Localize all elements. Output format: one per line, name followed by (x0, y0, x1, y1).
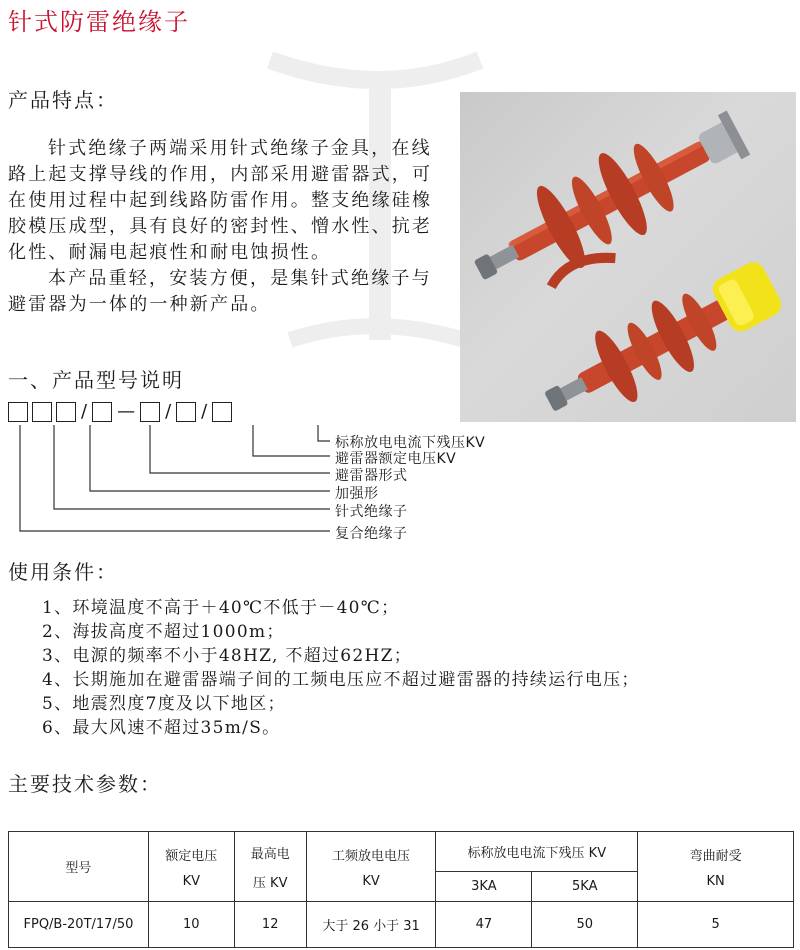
model-heading: 一、产品型号说明 (8, 368, 184, 392)
header-rated-voltage-line1: 额定电压 (165, 848, 218, 864)
cell-residual-3ka: 47 (436, 902, 532, 948)
cell-pf-discharge: 大于 26 小于 31 (306, 902, 436, 948)
features-paragraph-2: 本产品重轻，安装方便，是集针式绝缘子与避雷器为一体的一种新产品。 (8, 268, 432, 315)
header-max-voltage (234, 832, 306, 902)
header-max-voltage-line2: 压 KV (252, 875, 288, 891)
header-rated-voltage (148, 832, 234, 902)
model-label-pin-insulator: 针式绝缘子 (335, 504, 408, 520)
header-max-voltage-line1: 最高电 (250, 846, 290, 862)
params-heading: 主要技术参数： (8, 772, 162, 796)
features-text (8, 136, 448, 318)
cell-model: FPQ/B-20T/17/50 (9, 902, 149, 948)
cell-bending: 5 (638, 902, 794, 948)
model-label-rated-voltage: 避雷器额定电压KV (335, 451, 457, 467)
list-item: 2、海拔高度不超过1000m； (42, 622, 285, 642)
code-separator: — (117, 401, 136, 422)
code-box-5 (140, 402, 160, 422)
header-pf-discharge (306, 832, 436, 902)
code-box-1 (8, 402, 28, 422)
code-box-2 (32, 402, 52, 422)
insulator-illustration (460, 92, 796, 422)
table-header-row (9, 832, 794, 872)
header-pf-discharge-line1: 工频放电电压 (332, 848, 411, 864)
code-box-3 (56, 402, 76, 422)
features-paragraph-1: 针式绝缘子两端采用针式绝缘子金具，在线路上起支撑导线的作用，内部采用避雷器式，可在使用过程中起到线路防雷作用。整支绝缘硅橡胶模压成型，具有良好的密封性、憎水性、抗老化性、耐漏电起痕性和耐电蚀损性。 (8, 138, 433, 263)
top-insulator (460, 92, 760, 311)
cell-max-voltage: 12 (234, 902, 306, 948)
header-residual-3ka: 3KA (436, 872, 532, 902)
spec-table (8, 831, 794, 948)
cell-residual-5ka: 50 (532, 902, 638, 948)
model-code-boxes (8, 398, 236, 422)
product-photo (460, 92, 796, 422)
code-box-7 (212, 402, 232, 422)
page-title: 针式防雷绝缘子 (8, 8, 190, 36)
header-residual: 标称放电电流下残压 KV (436, 832, 638, 872)
list-item: 3、电源的频率不小于48HZ, 不超过62HZ； (42, 646, 413, 666)
list-item: 1、环境温度不高于＋40℃不低于－40℃； (42, 598, 400, 618)
table-row (9, 902, 794, 948)
model-label-composite-insulator: 复合绝缘子 (335, 526, 408, 542)
cell-rated-voltage: 10 (148, 902, 234, 948)
header-bending-line1: 弯曲耐受 (689, 848, 742, 864)
model-label-arrester-form: 避雷器形式 (335, 468, 408, 484)
header-rated-voltage-line2: KV (182, 873, 201, 889)
list-item: 5、地震烈度7度及以下地区； (42, 694, 286, 714)
header-model: 型号 (9, 832, 149, 902)
code-separator: / (201, 401, 208, 422)
list-item: 4、长期施加在避雷器端子间的工频电压应不超过避雷器的持续运行电压； (42, 670, 640, 690)
conditions-list (42, 596, 640, 740)
code-box-4 (92, 402, 112, 422)
header-bending (638, 832, 794, 902)
conditions-heading: 使用条件： (8, 560, 118, 584)
code-separator: / (81, 401, 88, 422)
header-pf-discharge-line2: KV (362, 873, 380, 889)
header-bending-line2: KN (706, 873, 725, 889)
header-residual-5ka: 5KA (532, 872, 638, 902)
code-separator: / (165, 401, 172, 422)
features-heading: 产品特点： (8, 88, 118, 112)
model-label-residual-voltage: 标称放电电流下残压KV (335, 435, 486, 451)
list-item: 6、最大风速不超过35m/S。 (42, 718, 281, 738)
code-box-6 (176, 402, 196, 422)
model-label-reinforced: 加强形 (335, 486, 379, 502)
